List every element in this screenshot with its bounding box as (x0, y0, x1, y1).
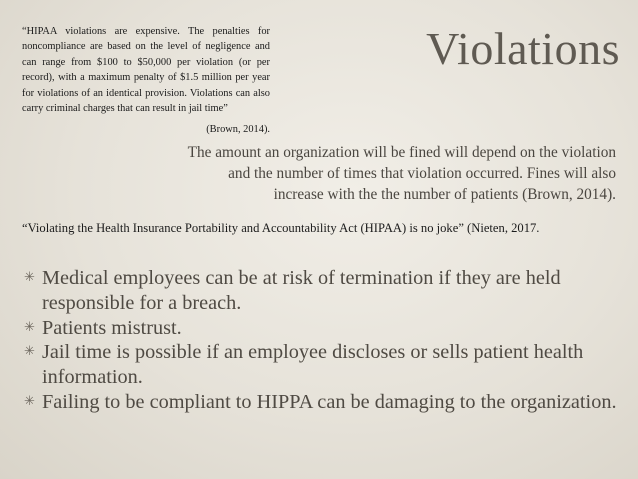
bullet-text: Failing to be compliant to HIPPA can be damaging to the organization. (42, 390, 617, 413)
citation-line: “Violating the Health Insurance Portability and Accountability Act (HIPAA) is no joke” (Nieten, 2017. (22, 221, 540, 235)
bullet-text: Patients mistrust. (42, 316, 182, 339)
bullet-list (22, 266, 622, 415)
bullet-text: Jail time is possible if an employee discloses or sells patient health information. (42, 341, 584, 388)
asterisk-bullet-icon: ✳ (24, 343, 35, 359)
asterisk-bullet-icon: ✳ (24, 392, 35, 408)
slide-title: Violations (426, 23, 620, 74)
summary-paragraph: The amount an organization will be fined will depend on the violation and the number of times that violation occurred. Fines will also increase with the the number of patients (Brown, 2014). (187, 144, 616, 203)
bullet-item (22, 266, 622, 316)
asterisk-bullet-icon: ✳ (24, 269, 35, 284)
bullet-text: Medical employees can be at risk of termination if they are held responsible for a breach. (42, 267, 561, 314)
asterisk-bullet-icon: ✳ (24, 318, 35, 334)
bullet-item (22, 316, 622, 341)
bullet-item (22, 340, 622, 390)
quote-citation: (Brown, 2014). (206, 124, 270, 135)
bullet-item (22, 390, 622, 415)
quote-text: “HIPAA violations are expensive. The penalties for noncompliance are based on the level of negligence and can range from $100 to $50,000 per violation (or per record), with a maximum penalty of $1.5 million per year for violations of an identical provision. Violations can also carry criminal charges that can result in jail time” (22, 26, 270, 114)
